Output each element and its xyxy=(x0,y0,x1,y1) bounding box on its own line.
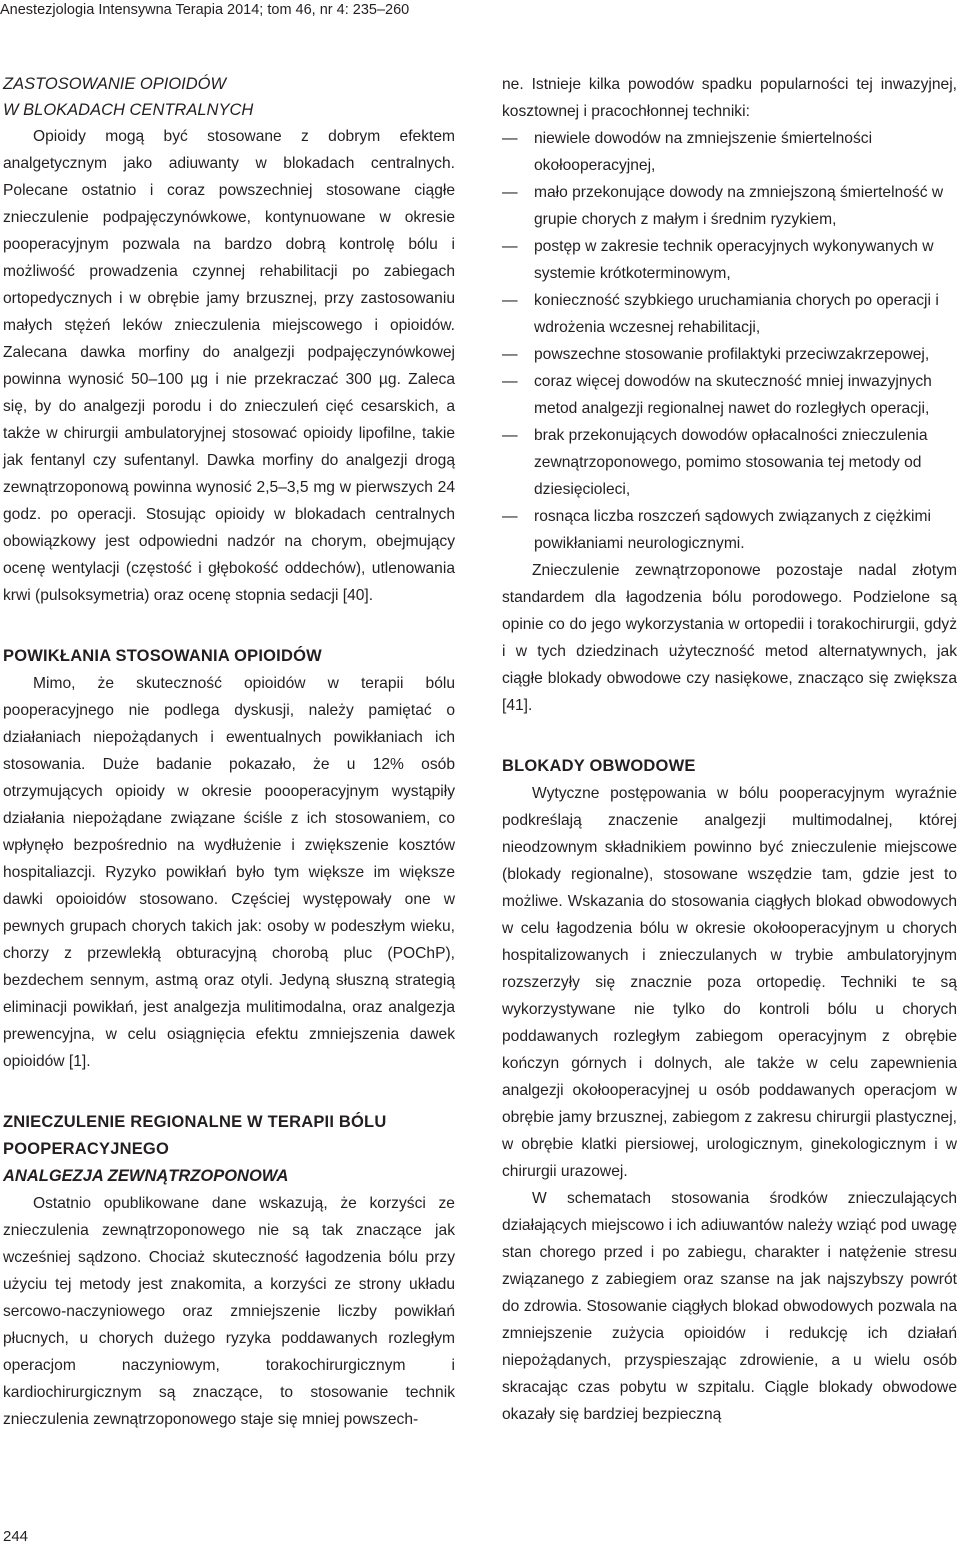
list-item: — coraz więcej dowodów na skuteczność mniej inwazyjnych metod analgezji regionalnej nawet do rozległych operacji, xyxy=(502,368,957,422)
paragraph: Wytyczne postępowania w bólu pooperacyjnym wyraźnie podkreślają znaczenie analgezji multimodalnej, której nieodzownym składnikiem powinno być znieczulenie miejscowe (blokady regionalne), stosowane wszędzie tam, gdzie jest to możliwe. Wskazania do stosowania ciągłych blokad obwodowych w celu łagodzenia bólu w okresie okołooperacyjnym u chorych hospitalizowanych i znieczulanych w trybie ambulatoryjnym rozszerzyły się znacznie poza ortopedię. Techniki te są wykorzystywane nie tylko do kontroli bólu u chorych poddawanych rozległym zabiegom operacyjnym z obrębie kończyn górnych i dolnych, ale także w celu zapewnienia analgezji okołooperacyjnej u osób poddawanych operacjom w obrębie jamy brzusznej, zabiegom z zakresu chirurgii plastycznej, w obrębie klatki piersiowej, urologicznym, ginekologicznym i w chirurgii urazowej. xyxy=(502,785,957,1180)
list-item: — powszechne stosowanie profilaktyki przeciwzakrzepowej, xyxy=(502,341,957,368)
list-item: — postęp w zakresie technik operacyjnych wykonywanych w systemie krótkoterminowym, xyxy=(502,233,957,287)
heading-line: W BLOKADACH CENTRALNYCH xyxy=(3,101,254,119)
heading-line: ZASTOSOWANIE OPIOIDÓW xyxy=(3,75,227,93)
paragraph: Ostatnio opublikowane dane wskazują, że korzyści ze znieczulenia zewnątrzoponowego nie są tak znaczące jak wcześniej sądzono. Chociaż skuteczność łagodzenia bólu przy użyciu tej metody jest znakomita, a korzyści ze strony układu sercowo-naczyniowego oraz zmniejszenie liczby powikłań płucnych, u chorych dużego ryzyka poddawanych rozległym operacjom naczyniowym, torakochirurgicznym i kardiochirurgicznym są znaczące, to stosowanie technik znieczulenia zewnątrzoponowego staje się mniej powszech- xyxy=(3,1195,455,1428)
list-item: — niewiele dowodów na zmniejszenie śmiertelności okołooperacyjnej, xyxy=(502,125,957,179)
heading-opioids-central-blocks xyxy=(3,71,455,123)
heading-line: POOPERACYJNEGO xyxy=(3,1140,170,1158)
running-header: Anestezjologia Intensywna Terapia 2014; tom 46, nr 4: 235–260 xyxy=(0,2,410,18)
list-item: — konieczność szybkiego uruchamiania chorych po operacji i wdrożenia wczesnej rehabilitacji, xyxy=(502,287,957,341)
list-item: — mało przekonujące dowody na zmniejszoną śmiertelność w grupie chorych z małym i średnim ryzykiem, xyxy=(502,179,957,233)
list-item: — rosnąca liczba roszczeń sądowych związanych z ciężkimi powikłaniami neurologicznymi. xyxy=(502,503,957,557)
heading-opioid-complications: POWIKŁANIA STOSOWANIA OPIOIDÓW xyxy=(3,647,322,665)
left-column xyxy=(3,71,455,1433)
paragraph: Mimo, że skuteczność opioidów w terapii bólu pooperacyjnego nie podlega dyskusji, należy pamiętać o działaniach niepożądanych i ewentualnych powikłaniach ich stosowania. Duże badanie pokazało, że u 12% osób otrzymujących opioidy w okresie poooperacyjnym wystąpiły działania niepożądane związane ściśle z ich stosowaniem, co wpłynęło bezpośrednio na wydłużenie i zwiększenie kosztów hospitaliazcji. Ryzyko powikłań było tym większe im większe dawki opoioidów stosowano. Częściej występowały one w pewnych grupach chorych takich jak: osoby w podeszłym wieku, chorzy z przewlekłą obturacyjną chorobą pluc (POChP), bezdechem sennym, astmą oraz otyli. Jedyną słuszną strategią eliminacji powikłań, jest analgezja mulitimodalna, oraz analgezja prewencyjna, w celu osiągnięcia efektu zmniejszenia dawek opioidów [1]. xyxy=(3,675,455,1070)
reasons-list xyxy=(502,125,957,557)
paragraph-continued: ne. Istnieje kilka powodów spadku popularności tej inwazyjnej, kosztownej i pracochłonnej techniki: xyxy=(502,76,957,120)
right-column xyxy=(502,71,957,1428)
list-item: — brak przekonujących dowodów opłacalności znieczulenia zewnątrzoponowego, pomimo stosowania tej metody od dziesięcioleci, xyxy=(502,422,957,503)
heading-regional-anesthesia xyxy=(3,1109,455,1163)
page-number: 244 xyxy=(3,1528,29,1545)
subheading-epidural-analgesia: ANALGEZJA ZEWNĄTRZOPONOWA xyxy=(3,1167,289,1185)
heading-line: ZNIECZULENIE REGIONALNE W TERAPII BÓLU xyxy=(3,1113,387,1131)
paragraph: Znieczulenie zewnątrzoponowe pozostaje nadal złotym standardem dla łagodzenia bólu porodowego. Podzielone są opinie co do jego wykorzystania w ortopedii i torakochirurgii, gdyż i w tych dziedzinach użyteczność metod alternatywnych, jak ciągłe blokady obwodowe czy nasiękowe, znacząco się zwiększa [41]. xyxy=(502,562,957,714)
heading-peripheral-blocks: BLOKADY OBWODOWE xyxy=(502,757,696,775)
paragraph: W schematach stosowania środków znieczulających działających miejscowo i ich adiuwantów należy wziąć pod uwagę stan chorego przed i po zabiegu, charakter i natężenie stresu związanego z zabiegiem oraz szanse na jak najszybszy powrót do zdrowia. Stosowanie ciągłych blokad obwodowych pozwala na zmniejszenie zużycia opioidów i redukcję ich działań niepożądanych, przyspieszając zdrowienie, a u wielu osób skracając czas pobytu w szpitalu. Ciągle blokady obwodowe okazały się bardziej bezpieczną xyxy=(502,1190,957,1423)
paragraph: Opioidy mogą być stosowane z dobrym efektem analgetycznym jako adiuwanty w blokadach centralnych. Polecane ostatnio i coraz powszechniej stosowane ciągłe znieczulenie podpajęczynówkowe, kontynuowane w okresie pooperacyjnym pozwala na bardzo dobrą kontrolę bólu i możliwość prowadzenia czynnej rehabilitacji po zabiegach ortopedycznych i w obrębie jamy brzusznej, przy zastosowaniu małych stężeń leków znieczulenia miejscowego i opioidów. Zalecana dawka morfiny do analgezji podpajęczynówkowej powinna wynosić 50–100 µg i nie przekraczać 300 µg. Zaleca się, by do analgezji porodu i do znieczuleń cięć cesarskich, a także w chirurgii ambulatoryjnej stosować opioidy lipofilne, takie jak fentanyl czy sufentanyl. Dawka morfiny do analgezji drogą zewnątrzoponową powinna wynosić 2,5–3,5 mg w pierwszych 24 godz. po operacji. Stosując opioidy w blokadach centralnych obowiązkowy jest odpowiedni nadzór na chorym, obejmujący ocenę wentylacji (częstość i głębokość oddechów), utlenowania krwi (pulsoksymetria) oraz ocenę stopnia sedacji [40]. xyxy=(3,128,455,604)
